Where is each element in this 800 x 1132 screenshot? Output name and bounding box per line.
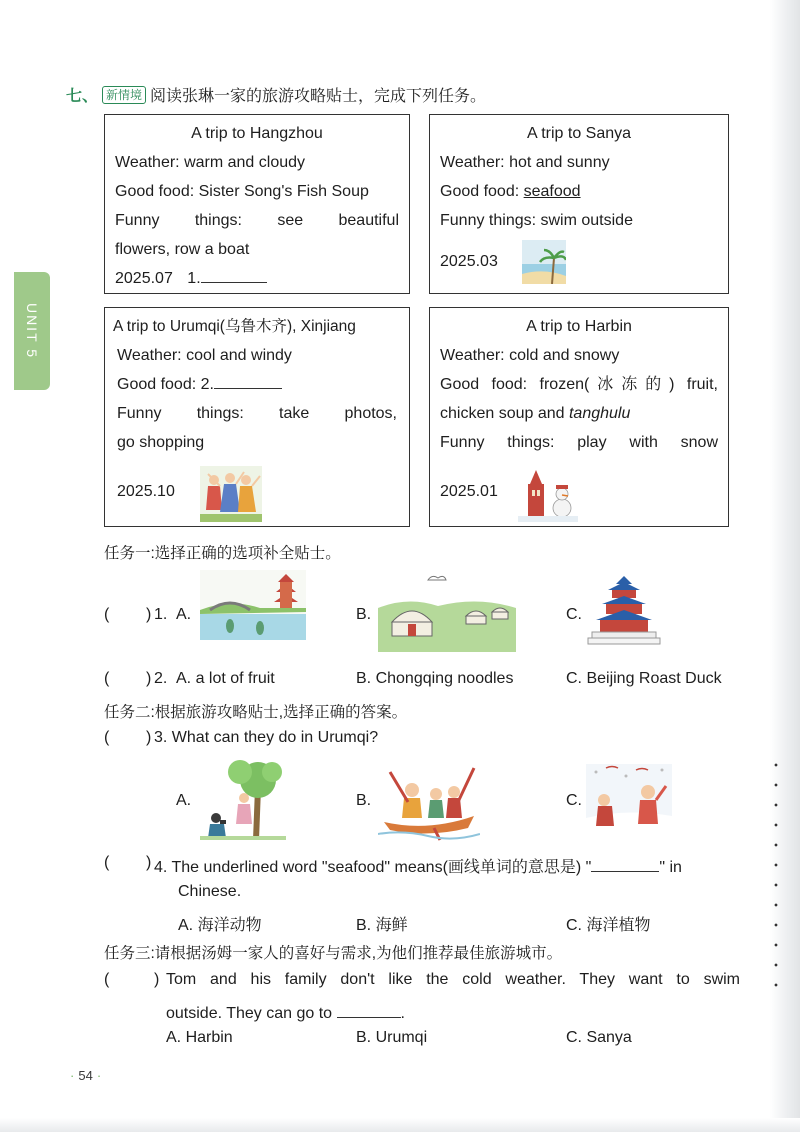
yurt-grassland-illustration <box>378 570 516 652</box>
card-sanya-weather: Weather: hot and sunny <box>440 154 610 171</box>
answer-blank-2[interactable] <box>214 371 282 389</box>
q4-text-1: 4. The underlined word "seafood" means(画线单词的意思是) " <box>154 859 592 876</box>
q2-paren-close: ) <box>146 670 152 687</box>
card-sanya-food <box>440 177 718 206</box>
card-urumqi-food-row <box>113 370 403 399</box>
west-lake-pagoda-illustration <box>200 570 306 640</box>
q4-option-a[interactable]: A. 海洋动物 <box>178 917 262 934</box>
page-number: · 54 · <box>70 1068 102 1083</box>
task-1-title: 任务一:选择正确的选项补全贴士。 <box>104 545 341 562</box>
temple-of-heaven-illustration <box>586 574 662 650</box>
q2-number: 2. <box>154 670 168 687</box>
q1-option-c-label[interactable]: C. <box>566 606 582 623</box>
page-number-value: 54 <box>78 1068 93 1083</box>
card-urumqi-title: A trip to Urumqi(乌鲁木齐), Xinjiang <box>113 318 356 335</box>
q3-option-a-label[interactable]: A. <box>176 792 192 809</box>
q5-text-2: outside. They can go to <box>166 1005 333 1022</box>
unit-tab <box>14 272 50 390</box>
q3-text: 3. What can they do in Urumqi? <box>154 729 379 746</box>
card-harbin-tanghulu: tanghulu <box>568 405 631 422</box>
card-sanya-date: 2025.03 <box>440 253 498 270</box>
binding-dots <box>774 755 778 995</box>
q1-paren-open: ( <box>104 606 110 623</box>
q3-option-b-label[interactable]: B. <box>356 792 372 809</box>
card-sanya <box>429 114 729 294</box>
q5-paren-open: ( <box>104 971 110 988</box>
card-urumqi-food: Good food: 2. <box>117 376 214 393</box>
q4-paren-close: ) <box>146 854 152 871</box>
card-sanya-food-label: Good food: <box>440 183 524 200</box>
task-3-title: 任务三:请根据汤姆一家人的喜好与需求,为他们推荐最佳旅游城市。 <box>104 945 563 962</box>
snow-castle-illustration <box>518 462 578 522</box>
q5-option-b[interactable]: B. Urumqi <box>356 1029 428 1046</box>
card-harbin <box>429 307 729 527</box>
card-hangzhou-title: A trip to Hangzhou <box>191 125 323 142</box>
card-sanya-title: A trip to Sanya <box>526 125 632 142</box>
section-number: 七、 <box>66 88 99 105</box>
card-sanya-fun: Funny things: swim outside <box>440 212 633 229</box>
card-hangzhou-date-row <box>115 264 399 293</box>
q4-text-1-end: " in <box>659 859 682 876</box>
q3-paren-close: ) <box>146 729 152 746</box>
unit-tab-label: UNIT 5 <box>24 302 40 360</box>
answer-blank-q5[interactable] <box>337 1000 401 1018</box>
q5-text-line-2 <box>166 1000 405 1023</box>
card-urumqi-fun-2: go shopping <box>117 434 205 451</box>
card-hangzhou <box>104 114 410 294</box>
card-urumqi-fun-1: Funny things: take photos, <box>117 405 397 422</box>
q3-option-c-label[interactable]: C. <box>566 792 582 809</box>
q1-paren-close: ) <box>146 606 152 623</box>
card-urumqi-date: 2025.10 <box>117 483 175 500</box>
blank-1-number: 1. <box>187 270 201 287</box>
rowing-boat-illustration <box>378 762 480 842</box>
card-harbin-title: A trip to Harbin <box>526 318 632 335</box>
q4-option-b[interactable]: B. 海鲜 <box>356 917 408 934</box>
q4-option-c[interactable]: C. 海洋植物 <box>566 917 651 934</box>
q4-paren-open: ( <box>104 854 110 871</box>
card-hangzhou-fun-1: Funny things: see beautiful <box>115 212 399 229</box>
q5-paren-close: ) <box>154 971 160 988</box>
snow-play-illustration <box>586 764 672 840</box>
q1-option-a-label[interactable]: A. <box>176 606 192 623</box>
answer-blank-q4[interactable] <box>591 854 659 872</box>
beach-illustration <box>522 240 566 284</box>
q4-text-line-1 <box>154 854 682 877</box>
section-tag: 新情境 <box>102 86 146 104</box>
underlined-word-seafood: seafood <box>523 183 581 200</box>
q5-option-c[interactable]: C. Sanya <box>566 1029 632 1046</box>
q3-paren-open: ( <box>104 729 110 746</box>
section-title <box>66 83 486 106</box>
card-hangzhou-food: Good food: Sister Song's Fish Soup <box>115 183 369 200</box>
q5-text-2-end: . <box>400 1005 405 1022</box>
card-harbin-date: 2025.01 <box>440 483 498 500</box>
q5-option-a[interactable]: A. Harbin <box>166 1029 233 1046</box>
page-bottom-shadow <box>0 1118 800 1132</box>
card-hangzhou-weather: Weather: warm and cloudy <box>115 154 306 171</box>
card-urumqi-weather: Weather: cool and windy <box>117 347 292 364</box>
card-harbin-food-2 <box>440 399 718 428</box>
card-harbin-fun: Funny things: play with snow <box>440 434 718 451</box>
answer-blank-1[interactable] <box>201 265 267 283</box>
q2-option-a[interactable]: A. a lot of fruit <box>176 670 275 687</box>
q5-text-line-1: Tom and his family don't like the cold weather. They want to swim <box>166 971 740 988</box>
q1-number: 1. <box>154 606 168 623</box>
q2-option-b[interactable]: B. Chongqing noodles <box>356 670 514 687</box>
dancers-illustration <box>200 466 262 522</box>
card-hangzhou-date: 2025.07 <box>115 270 173 287</box>
card-harbin-food-2-text: chicken soup and <box>440 405 569 422</box>
q2-paren-open: ( <box>104 670 110 687</box>
card-hangzhou-fun-2: flowers, row a boat <box>115 241 250 258</box>
card-harbin-weather: Weather: cold and snowy <box>440 347 620 364</box>
q4-text-line-2: Chinese. <box>178 883 242 900</box>
q2-option-c[interactable]: C. Beijing Roast Duck <box>566 670 722 687</box>
card-harbin-food-1: Good food: frozen(冰冻的) fruit, <box>440 376 718 393</box>
section-instruction: 阅读张琳一家的旅游攻略贴士，完成下列任务。 <box>150 88 487 105</box>
q1-option-b-label[interactable]: B. <box>356 606 372 623</box>
task-2-title: 任务二:根据旅游攻略贴士,选择正确的答案。 <box>104 704 408 721</box>
photo-taking-illustration <box>200 758 286 840</box>
